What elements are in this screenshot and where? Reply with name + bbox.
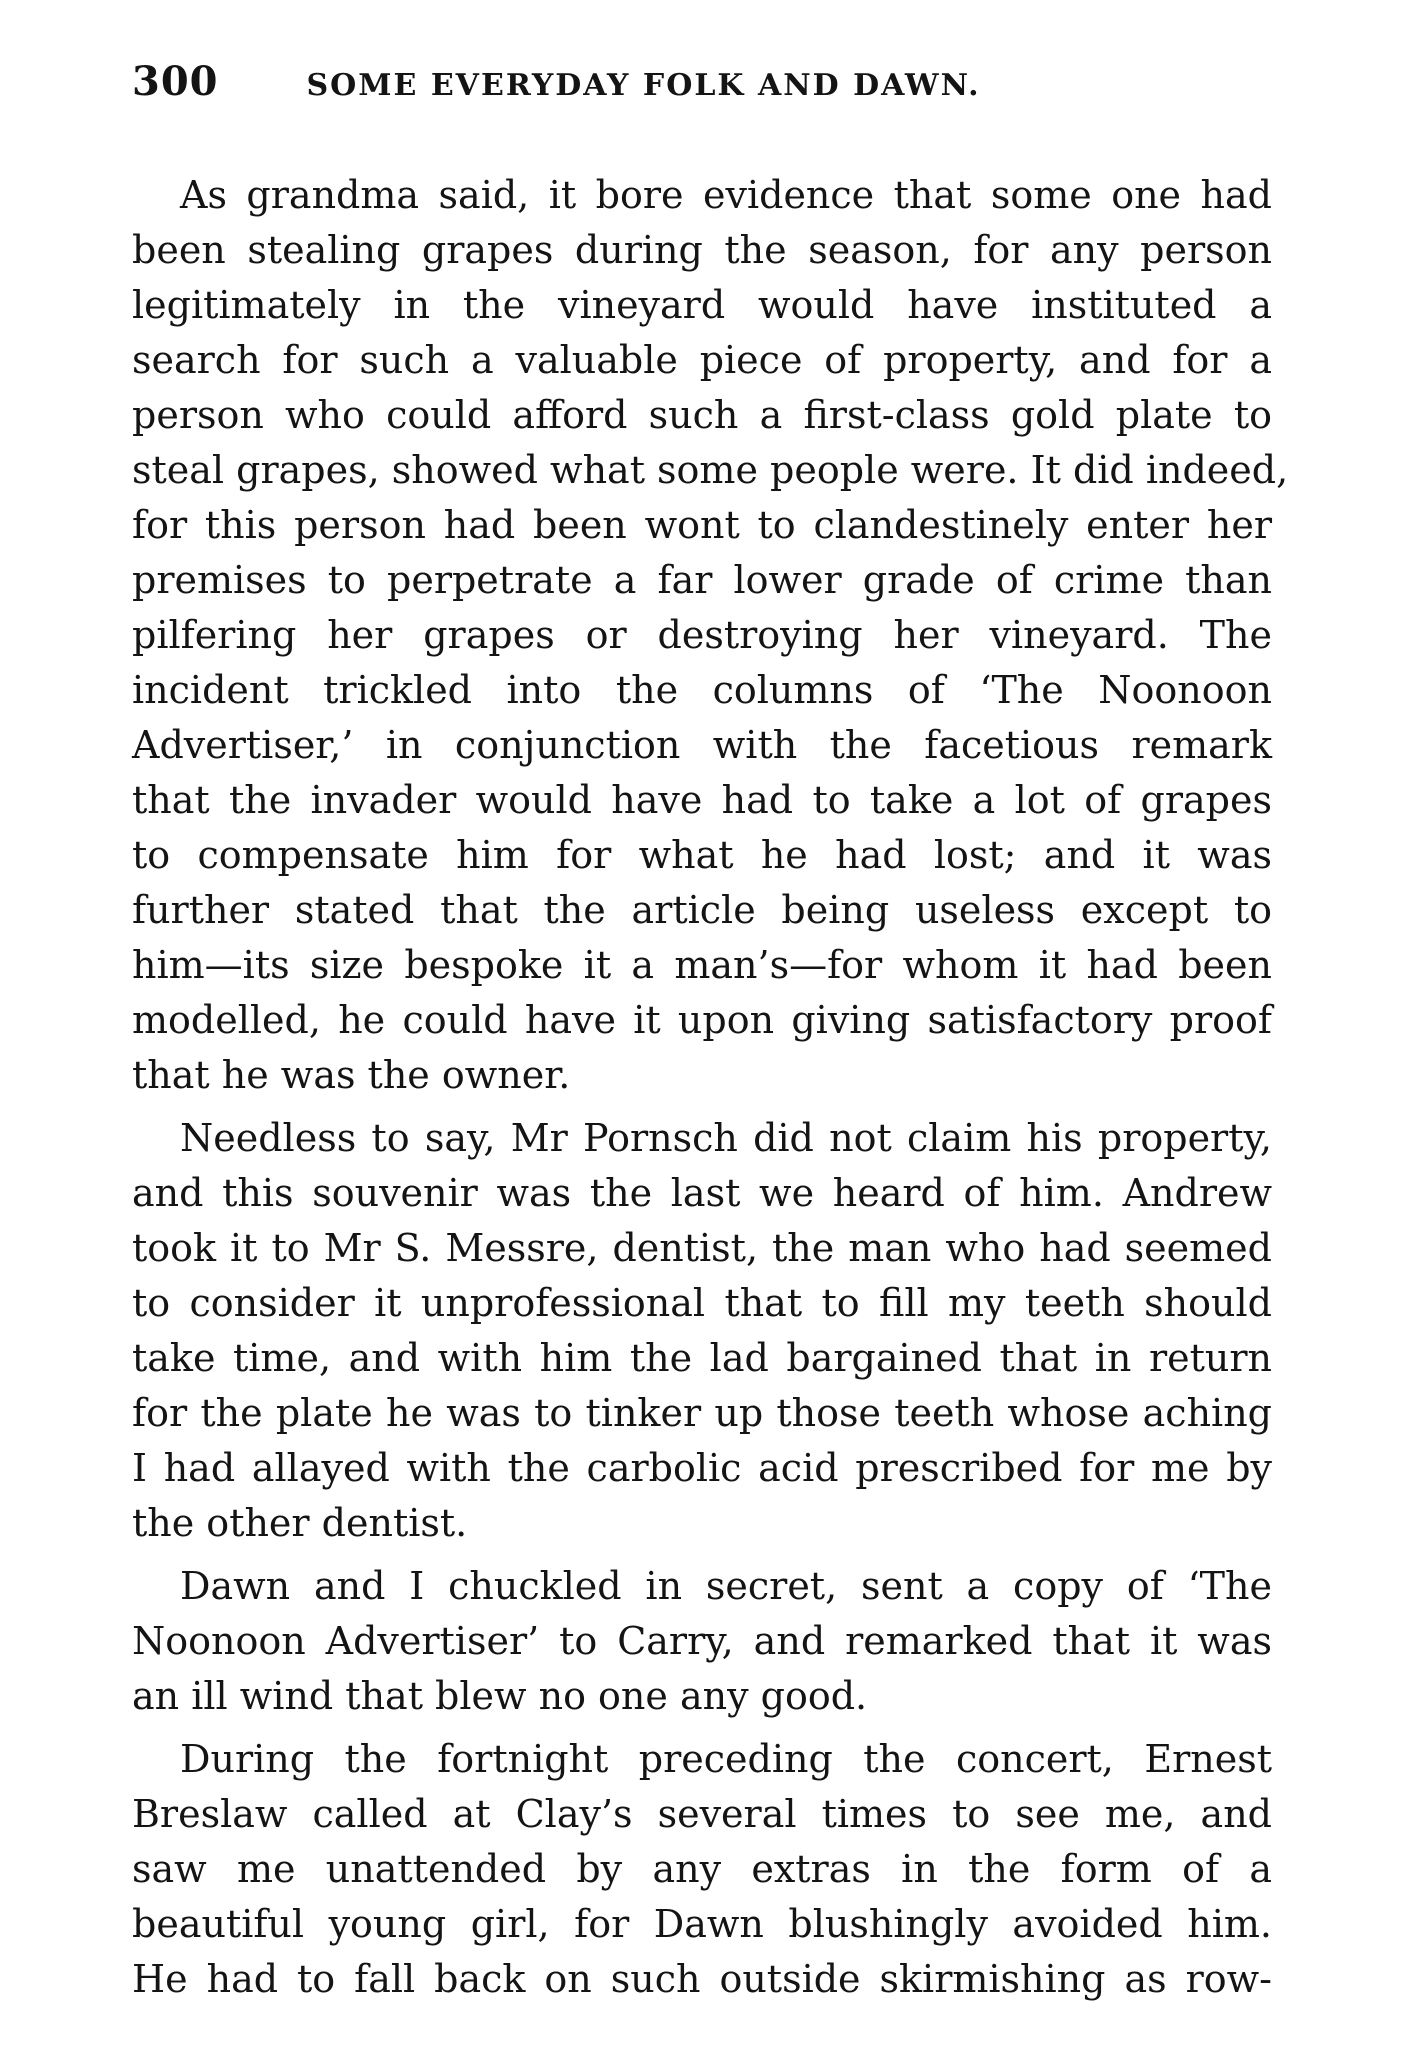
text-line: Advertiser,’ in conjunction with the facetious remark	[132, 723, 1272, 767]
running-head	[132, 58, 1272, 118]
text-line: him—its size bespoke it a man’s—for whom it had been	[132, 943, 1272, 987]
text-line: took it to Mr S. Messre, dentist, the man who had seemed	[132, 1226, 1272, 1270]
paragraph-3	[132, 1559, 1272, 1724]
book-page	[132, 58, 1289, 2015]
text-line: take time, and with him the lad bargained that in return	[132, 1336, 1272, 1380]
text-line: to compensate him for what he had lost; and it was	[132, 833, 1272, 877]
text-line: incident trickled into the columns of ‘The Noonoon	[132, 668, 1272, 712]
text-line: premises to perpetrate a far lower grade of crime than	[132, 558, 1272, 602]
text-line: As grandma said, it bore evidence that some one had	[180, 173, 1272, 217]
text-line: He had to fall back on such outside skirmishing as row-	[132, 1957, 1272, 2001]
text-line: I had allayed with the carbolic acid prescribed for me by	[132, 1446, 1272, 1490]
paragraph-1	[132, 168, 1289, 1103]
text-line: legitimately in the vineyard would have instituted a	[132, 283, 1272, 327]
text-line: that he was the owner.	[132, 1053, 571, 1097]
text-line: search for such a valuable piece of property, and for a	[132, 338, 1272, 382]
text-line: During the fortnight preceding the concert, Ernest	[180, 1737, 1272, 1781]
text-line: Needless to say, Mr Pornsch did not claim his property,	[180, 1116, 1272, 1160]
text-line: that the invader would have had to take a lot of grapes	[132, 778, 1272, 822]
text-line: modelled, he could have it upon giving satisfactory proof	[132, 998, 1272, 1042]
text-line: to consider it unprofessional that to fill my teeth should	[132, 1281, 1272, 1325]
text-line: saw me unattended by any extras in the form of a	[132, 1847, 1272, 1891]
text-line: further stated that the article being useless except to	[132, 888, 1272, 932]
text-line: been stealing grapes during the season, for any person	[132, 228, 1272, 272]
text-line: for this person had been wont to clandestinely enter her	[132, 503, 1272, 547]
paragraph-4	[132, 1732, 1272, 2007]
text-line: and this souvenir was the last we heard of him. Andrew	[132, 1171, 1272, 1215]
text-line: the other dentist.	[132, 1501, 468, 1545]
running-title: SOME EVERYDAY FOLK AND DAWN.	[306, 68, 981, 103]
text-line: beautiful young girl, for Dawn blushingly avoided him.	[132, 1902, 1272, 1946]
text-line: Dawn and I chuckled in secret, sent a copy of ‘The	[180, 1564, 1272, 1608]
text-line: an ill wind that blew no one any good.	[132, 1674, 868, 1718]
text-line: steal grapes, showed what some people were. It did indeed,	[132, 448, 1289, 492]
paragraph-2	[132, 1111, 1272, 1551]
page-number: 300	[132, 58, 219, 105]
text-line: pilfering her grapes or destroying her vineyard. The	[132, 613, 1272, 657]
text-line: Breslaw called at Clay’s several times to see me, and	[132, 1792, 1272, 1836]
text-line: for the plate he was to tinker up those teeth whose aching	[132, 1391, 1272, 1435]
text-line: person who could afford such a first-class gold plate to	[132, 393, 1272, 437]
text-line: Noonoon Advertiser’ to Carry, and remarked that it was	[132, 1619, 1272, 1663]
